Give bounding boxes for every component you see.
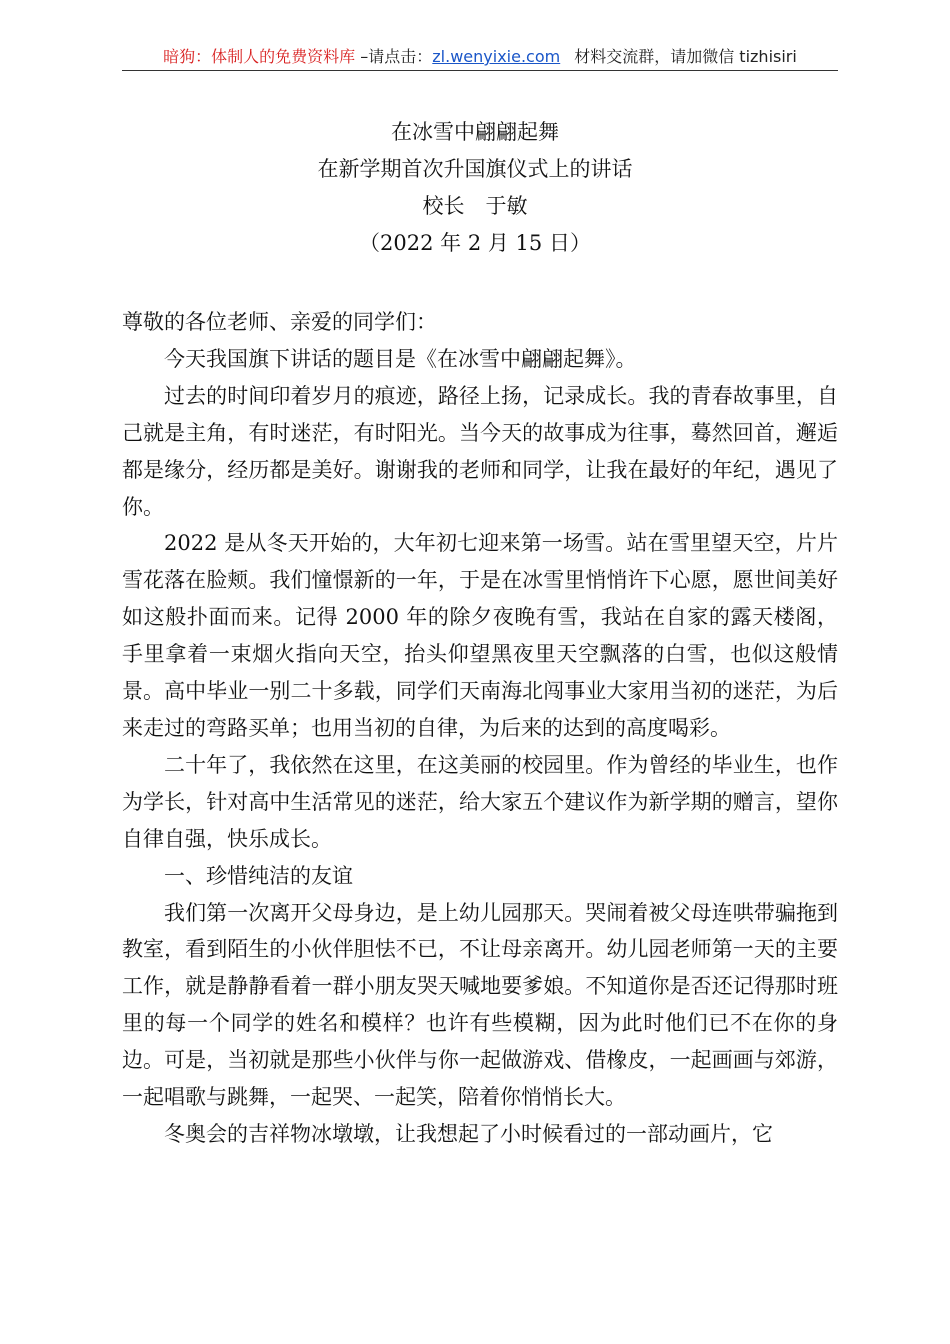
- header-link[interactable]: zl.wenyixie.com: [432, 47, 561, 66]
- page-header: [122, 44, 838, 71]
- header-prompt: –请点击：: [355, 47, 433, 66]
- section-heading-1: 一、珍惜纯洁的友谊: [164, 863, 353, 888]
- document-body: [122, 304, 838, 1153]
- paragraph-2: 过去的时间印着岁月的痕迹，路径上扬，记录成长。我的青春故事里，自己就是主角，有时迷茫，有时阳光。当今天的故事成为往事，蓦然回首，邂逅都是缘分，经历都是美好。谢谢我的老师和同学，让我在最好的年纪，遇见了你。: [122, 383, 838, 519]
- document-subtitle: 在新学期首次升国旗仪式上的讲话: [317, 157, 633, 181]
- paragraph-1: 今天我国旗下讲话的题目是《在冰雪中翩翩起舞》。: [164, 346, 637, 371]
- document-title: 在冰雪中翩翩起舞: [391, 120, 559, 144]
- paragraph-6: 冬奥会的吉祥物冰墩墩，让我想起了小时候看过的一部动画片，它: [164, 1121, 773, 1146]
- document-author: 校长 于敏: [422, 194, 528, 218]
- header-group-info: 材料交流群，请加微信 tizhisiri: [574, 47, 797, 66]
- paragraph-3: 2022 是从冬天开始的，大年初七迎来第一场雪。站在雪里望天空，片片雪花落在脸颊。我们憧憬新的一年，于是在冰雪里悄悄许下心愿，愿世间美好如这般扑面而来。记得 2000 年的除夕夜晚有雪，我站在自家的露天楼阁，手里拿着一束烟火指向天空，抬头仰望黑夜里天空飘落的白雪，也似这般情景。高中毕业一别二十多载，同学们天南海北闯事业大家用当初的迷茫，为后来走过的弯路买单；也用当初的自律，为后来的达到的高度喝彩。: [122, 531, 838, 740]
- document-date: （2022 年 2 月 15 日）: [359, 231, 591, 255]
- paragraph-4: 二十年了，我依然在这里，在这美丽的校园里。作为曾经的毕业生，也作为学长，针对高中生活常见的迷茫，给大家五个建议作为新学期的赠言，望你自律自强，快乐成长。: [122, 752, 838, 851]
- salutation: 尊敬的各位老师、亲爱的同学们：: [122, 310, 437, 334]
- header-brand: 暗狗：体制人的免费资料库: [163, 47, 356, 66]
- paragraph-5: 我们第一次离开父母身边，是上幼儿园那天。哭闹着被父母连哄带骗拖到教室，看到陌生的小伙伴胆怯不已，不让母亲离开。幼儿园老师第一天的主要工作，就是静静看着一群小朋友哭天喊地要爹娘。不知道你是否还记得那时班里的每一个同学的姓名和模样？也许有些模糊，因为此时他们已不在你的身边。可是，当初就是那些小伙伴与你一起做游戏、借橡皮，一起画画与郊游，一起唱歌与跳舞，一起哭、一起笑，陪着你悄悄长大。: [122, 900, 838, 1110]
- title-block: [0, 114, 950, 262]
